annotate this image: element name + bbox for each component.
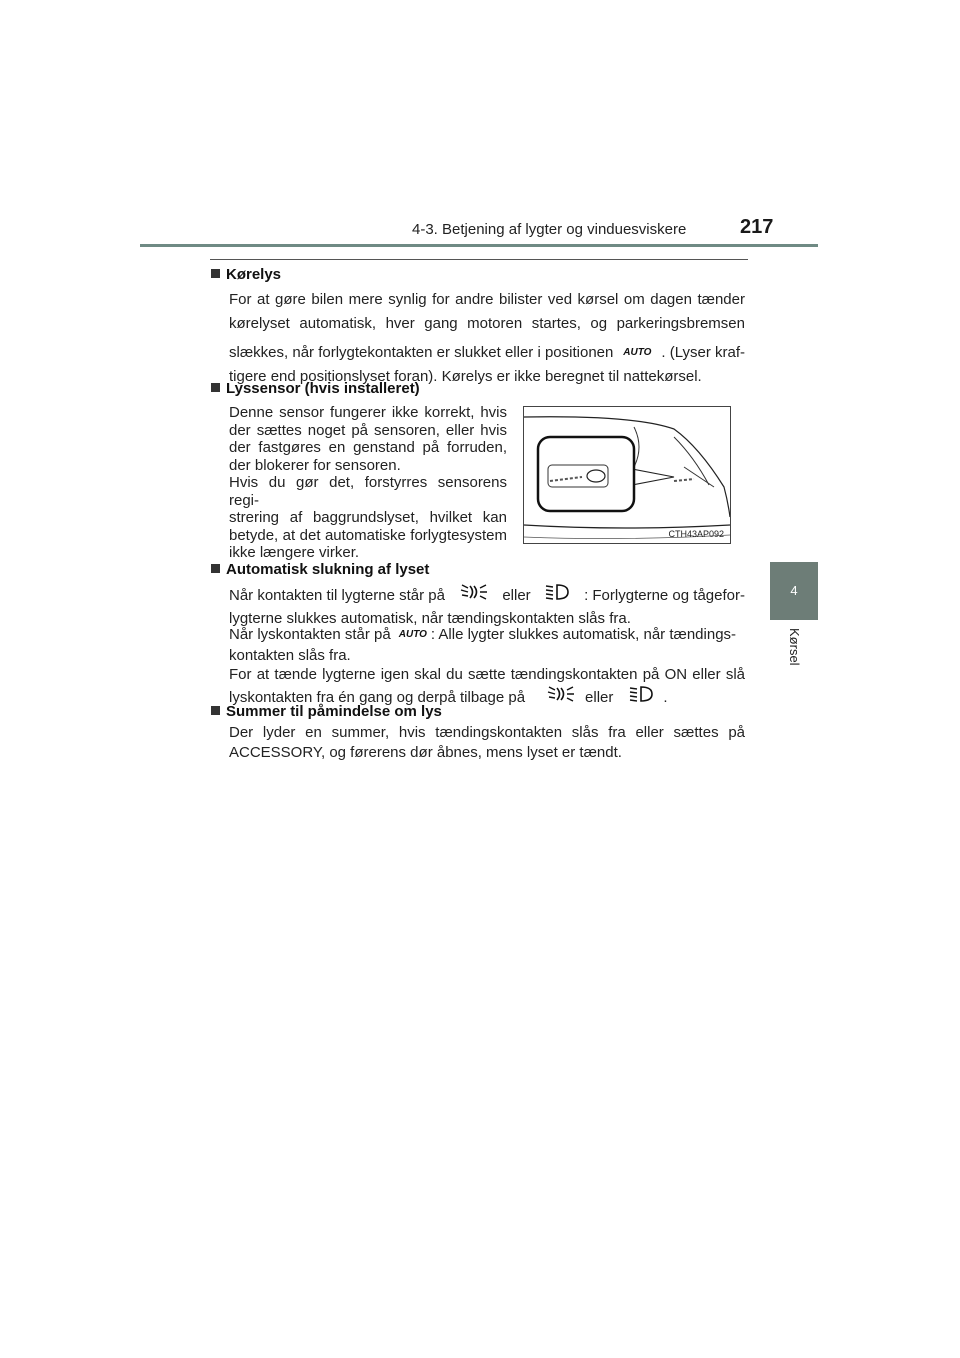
- automatisk-text-2a: Når lyskontakten står på: [229, 626, 391, 643]
- heading-lyssensor-text: Lyssensor (hvis installeret): [226, 380, 420, 397]
- summer-paragraph: [229, 723, 745, 763]
- automatisk-text-1a: Når kontakten til lygterne står på: [229, 586, 445, 604]
- automatisk-text-3b: eller: [585, 688, 614, 706]
- lyssensor-line: Denne sensor fungerer ikke korrekt, hvis: [229, 404, 507, 421]
- automatisk-line-1: [229, 583, 745, 607]
- page-number: 217: [740, 216, 774, 238]
- summer-line-2: ACCESSORY, og førerens dør åbnes, mens lyset er tændt.: [229, 744, 622, 761]
- light-sensor-figure: [523, 406, 731, 544]
- content-rule: [210, 259, 748, 260]
- heading-summer-text: Summer til påmindelse om lys: [226, 703, 442, 720]
- bullet-square-icon: [211, 383, 220, 392]
- figure-label: CTH43AP092: [668, 529, 724, 539]
- headlight-icon: [629, 685, 653, 709]
- automatisk-line-3: [229, 624, 745, 645]
- automatisk-line-4: kontakten slås fra.: [229, 647, 351, 664]
- header-rule: [140, 244, 818, 247]
- korelys-line-3: [229, 342, 745, 363]
- lyssensor-line: ikke længere virker.: [229, 544, 360, 561]
- section-title: 4-3. Betjening af lygter og vinduesviskere: [412, 221, 687, 238]
- automatisk-text-3a: lyskontakten fra én gang og derpå tilbage på: [229, 688, 526, 706]
- auto-icon: AUTO: [623, 347, 652, 358]
- automatisk-line-5: For at tænde lygterne igen skal du sætte tændingskontakten på ON eller slå: [229, 666, 745, 683]
- lyssensor-line: der sættes noget på sensoren, eller hvis: [229, 421, 507, 439]
- heading-lyssensor: [211, 380, 420, 397]
- lyssensor-line: Hvis du gør det, forstyrres sensorens regi-: [229, 474, 507, 509]
- bullet-square-icon: [211, 706, 220, 715]
- heading-korelys-text: Kørelys: [226, 266, 282, 283]
- bullet-square-icon: [211, 269, 220, 278]
- lyssensor-line: der blokerer for sensoren.: [229, 456, 401, 474]
- automatisk-paragraph-1: [229, 583, 745, 629]
- automatisk-text-1c: : Forlygterne og tågefor-: [584, 586, 745, 604]
- summer-line-1: Der lyder en summer, hvis tændingskontakten slås fra eller sættes på: [229, 724, 745, 741]
- bullet-square-icon: [211, 564, 220, 573]
- windshield-sensor-illustration: [524, 407, 730, 543]
- korelys-paragraph: [229, 289, 745, 387]
- auto-icon: AUTO: [398, 629, 427, 640]
- lyssensor-line: der fastgøres en genstand på forruden,: [229, 439, 507, 456]
- automatisk-text-1b: eller: [502, 586, 531, 604]
- heading-automatisk-text: Automatisk slukning af lyset: [226, 561, 430, 578]
- automatisk-line-2: lygterne slukkes automatisk, når tændingskontakten slås fra.: [229, 610, 631, 627]
- korelys-line-1: For at gøre bilen mere synlig for andre bilister ved kørsel om dagen tænder: [229, 291, 745, 308]
- automatisk-text-3c: .: [663, 688, 668, 706]
- chapter-tab: 4: [770, 562, 818, 620]
- lyssensor-line: strering af baggrundslyset, hvilket kan: [229, 509, 507, 526]
- lyssensor-paragraph: [229, 404, 507, 562]
- fog-light-icon: [460, 584, 488, 606]
- chapter-label: [784, 628, 804, 688]
- chapter-label-text: Kørsel: [787, 628, 802, 666]
- korelys-line-4: tigere end positionslyset foran). Kørelys er ikke beregnet til nattekørsel.: [229, 368, 702, 385]
- automatisk-paragraph-2: [229, 624, 745, 666]
- heading-korelys: [211, 266, 281, 283]
- automatisk-text-2b: : Alle lygter slukkes automatisk, når tændings-: [430, 626, 737, 643]
- heading-automatisk: [211, 561, 429, 578]
- fog-light-icon: [547, 686, 575, 708]
- lyssensor-line: betyde, at det automatiske forlygtesystem: [229, 526, 507, 544]
- korelys-line-3b: . (Lyser kraf-: [661, 344, 745, 361]
- korelys-line-3a: slækkes, når forlygtekontakten er slukket eller i positionen: [229, 344, 614, 361]
- heading-summer: [211, 703, 442, 720]
- korelys-line-2: kørelyset automatisk, hver gang motoren startes, og parkeringsbremsen: [229, 315, 745, 332]
- headlight-icon: [545, 583, 569, 607]
